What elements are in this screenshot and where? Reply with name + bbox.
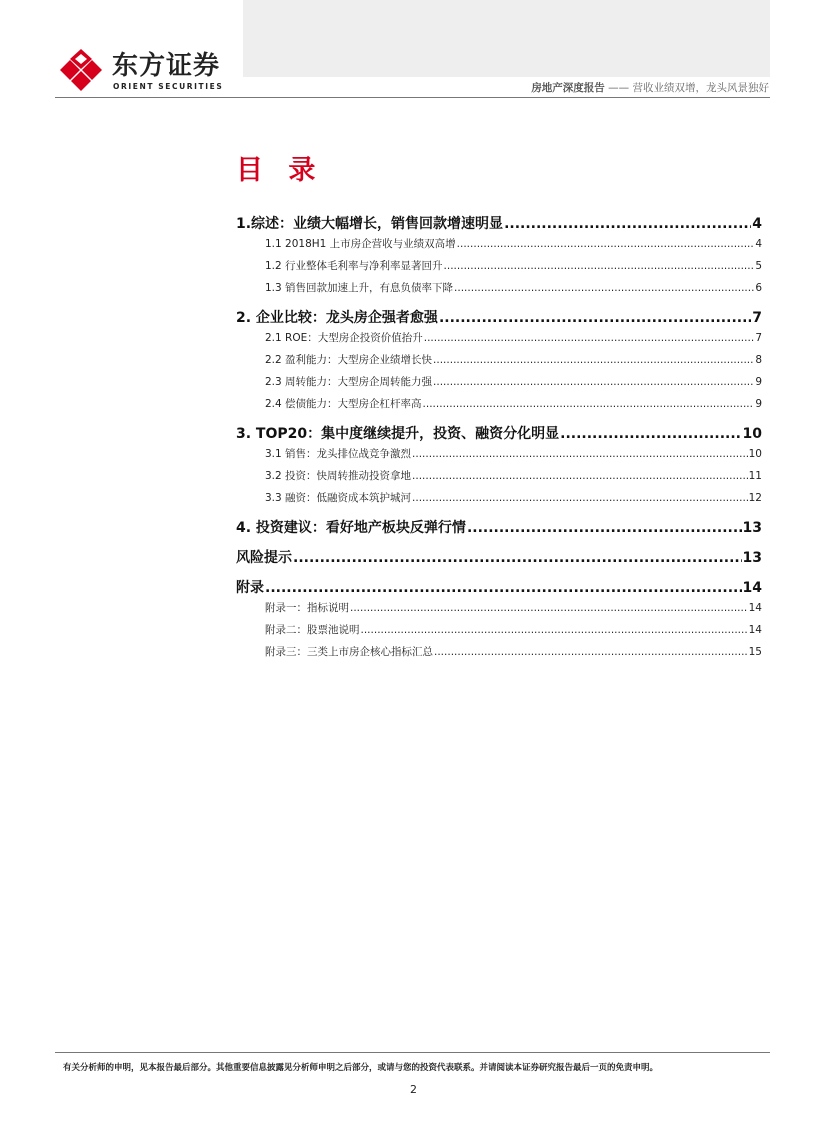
header-divider (55, 97, 770, 98)
footer-disclaimer: 有关分析师的申明，见本报告最后部分。其他重要信息披露见分析师申明之后部分，或请与您的投资代表联系。并请阅读本证券研究报告最后一页的免责申明。 (63, 1063, 659, 1073)
toc-leader-dots (560, 426, 741, 442)
toc-entry-page: 7 (752, 310, 762, 326)
toc-entry-appendix-2[interactable] (236, 622, 762, 637)
toc-leader-dots (439, 310, 751, 326)
toc-entry-appendix[interactable] (236, 577, 762, 597)
toc-entry-label: 3.2 投资：快周转推动投资拿地 (265, 470, 412, 482)
toc-entry-label: 附录一：指标说明 (265, 602, 349, 614)
toc-entry-section-1[interactable] (236, 213, 762, 233)
toc-entry-label: 附录三：三类上市房企核心指标汇总 (265, 646, 433, 658)
toc-entry-page: 9 (755, 376, 762, 388)
footer-divider (55, 1052, 770, 1053)
toc-leader-dots (434, 646, 748, 658)
toc-entry-section-3[interactable] (236, 423, 762, 443)
toc-entry-page: 11 (748, 470, 762, 482)
toc-entry-page: 13 (742, 550, 762, 566)
toc-entry-page: 7 (755, 332, 762, 344)
orient-securities-logo-icon (58, 49, 104, 91)
company-logo (58, 47, 223, 95)
toc-entry-label: 3.3 融资：低融资成本筑护城河 (265, 492, 412, 504)
toc-leader-dots (293, 550, 742, 566)
toc-entry-page: 6 (755, 282, 762, 294)
toc-entry-label: 2.4 偿债能力：大型房企杠杆率高 (265, 398, 422, 410)
toc-entry-page: 4 (752, 216, 762, 232)
toc-entry-label: 附录二：股票池说明 (265, 624, 360, 636)
toc-entry-page: 5 (755, 260, 762, 272)
header-background-band (243, 0, 770, 77)
toc-leader-dots (454, 282, 754, 294)
toc-leader-dots (412, 448, 748, 460)
toc-leader-dots (361, 624, 748, 636)
toc-entry-risk-notes[interactable] (236, 547, 762, 567)
toc-leader-dots (467, 520, 742, 536)
toc-entry-page: 14 (748, 624, 762, 636)
toc-entry-section-2[interactable] (236, 307, 762, 327)
report-header-title (531, 80, 769, 95)
report-type: 房地产深度报告 (531, 82, 605, 94)
toc-entry-page: 14 (748, 602, 762, 614)
toc-entry-label: 1.1 2018H1 上市房企营收与业绩双高增 (265, 238, 456, 250)
toc-entry-section-2-1[interactable] (236, 330, 762, 345)
toc-entry-section-2-2[interactable] (236, 352, 762, 367)
toc-entry-page: 15 (748, 646, 762, 658)
toc-entry-label: 1.综述：业绩大幅增长，销售回款增速明显 (236, 216, 504, 232)
toc-leader-dots (412, 492, 748, 504)
toc-entry-page: 10 (748, 448, 762, 460)
logo-chinese-name: 东方证券 (112, 51, 221, 81)
header-separator: —— (608, 82, 630, 94)
toc-leader-dots (504, 216, 751, 232)
toc-entry-label: 2.3 周转能力：大型房企周转能力强 (265, 376, 433, 388)
toc-entry-section-2-4[interactable] (236, 396, 762, 411)
toc-entry-appendix-1[interactable] (236, 600, 762, 615)
report-subtitle: 营收业绩双增，龙头风景独好 (632, 82, 769, 94)
toc-leader-dots (444, 260, 755, 272)
toc-leader-dots (350, 602, 748, 614)
toc-leader-dots (423, 398, 755, 410)
toc-entry-section-3-2[interactable] (236, 468, 762, 483)
toc-entry-label: 2.1 ROE：大型房企投资价值抬升 (265, 332, 423, 344)
toc-title: 目 录 (236, 155, 324, 186)
toc-entry-label: 1.2 行业整体毛利率与净利率显著回升 (265, 260, 443, 272)
toc-entry-label: 3.1 销售：龙头排位战竞争激烈 (265, 448, 412, 460)
toc-entry-section-3-3[interactable] (236, 490, 762, 505)
toc-entry-label: 风险提示 (236, 550, 292, 566)
toc-entry-page: 4 (755, 238, 762, 250)
toc-leader-dots (424, 332, 755, 344)
toc-entry-page: 10 (742, 426, 762, 442)
toc-entry-appendix-3[interactable] (236, 644, 762, 659)
toc-entry-section-4[interactable] (236, 517, 762, 537)
toc-leader-dots (265, 580, 742, 596)
toc-leader-dots (433, 354, 754, 366)
toc-entry-label: 2. 企业比较：龙头房企强者愈强 (236, 310, 438, 326)
toc-entry-section-2-3[interactable] (236, 374, 762, 389)
toc-entry-section-1-1[interactable] (236, 236, 762, 251)
toc-entry-label: 2.2 盈利能力：大型房企业绩增长快 (265, 354, 433, 366)
toc-entry-page: 13 (742, 520, 762, 536)
toc-entry-label: 3. TOP20：集中度继续提升，投资、融资分化明显 (236, 426, 560, 442)
toc-leader-dots (412, 470, 748, 482)
toc-entry-label: 附录 (236, 580, 264, 596)
page-number: 2 (410, 1083, 417, 1096)
toc-entry-page: 12 (748, 492, 762, 504)
toc-entry-section-3-1[interactable] (236, 446, 762, 461)
toc-entry-section-1-3[interactable] (236, 280, 762, 295)
toc-leader-dots (457, 238, 755, 250)
toc-leader-dots (433, 376, 754, 388)
toc-entry-section-1-2[interactable] (236, 258, 762, 273)
toc-entry-label: 4. 投资建议：看好地产板块反弹行情 (236, 520, 466, 536)
logo-english-name: ORIENT SECURITIES (113, 82, 224, 91)
toc-entry-label: 1.3 销售回款加速上升，有息负债率下降 (265, 282, 454, 294)
toc-entry-page: 9 (755, 398, 762, 410)
toc-entry-page: 8 (755, 354, 762, 366)
toc-entry-page: 14 (742, 580, 762, 596)
